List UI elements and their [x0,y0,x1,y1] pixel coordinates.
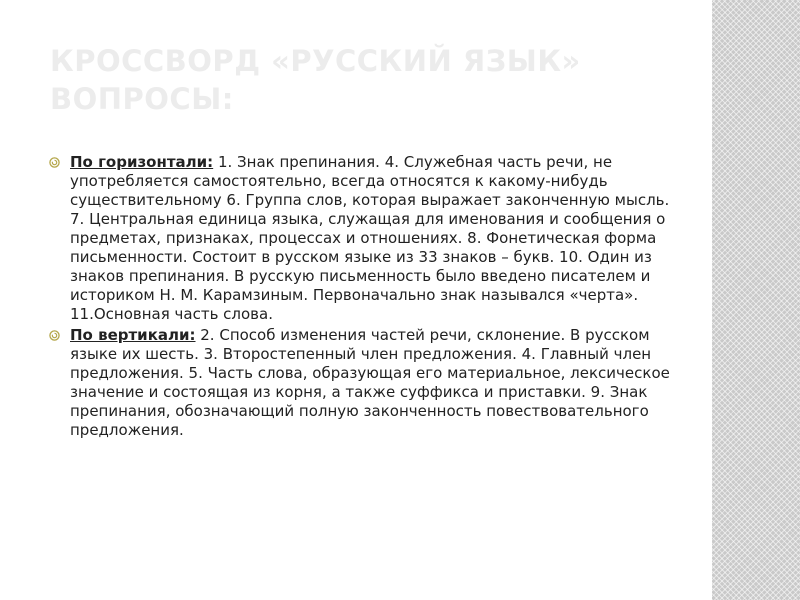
vertical-heading: По вертикали: [70,326,196,344]
decorative-side-band [712,0,800,600]
vertical-questions-text: 2. Способ изменения частей речи, склонение. В русском языке их шесть. 3. Второстепенный член предложения. 4. Главный член предложения. 5. Часть слова, образующая его материальное, лексическое значение и состоящая из корня, а также суффикса и приставки. 9. Знак препинания, обозначающий полную законченность повествовательного предложения. [70,326,670,439]
horizontal-heading: По горизонтали: [70,153,214,171]
spiral-bullet-icon [49,157,60,168]
spiral-bullet-icon [49,330,60,341]
slide-title-line-1: КРОССВОРД «РУССКИЙ ЯЗЫК» [50,44,581,78]
horizontal-questions-text: 1. Знак препинания. 4. Служебная часть речи, не употребляется самостоятельно, всегда относятся к какому-нибудь существительному 6. Группа слов, которая выражает законченную мысль. 7. Центральная единица языка, служащая для именования и сообщения о предметах, признаках, процессах и отношениях. 8. Фонетическая форма письменности. Состоит в русском языке из 33 знаков – букв. 10. Один из знаков препинания. В русскую письменность было введено писателем и историком Н. М. Карамзиным. Первоначально знак назывался «черта». 11.Основная часть слова. [70,153,670,323]
slide-title-line-2: ВОПРОСЫ: [50,82,234,116]
list-item-vertical [46,326,686,440]
list-item-horizontal [46,153,686,324]
slide-title [50,42,690,118]
question-list [46,153,686,442]
